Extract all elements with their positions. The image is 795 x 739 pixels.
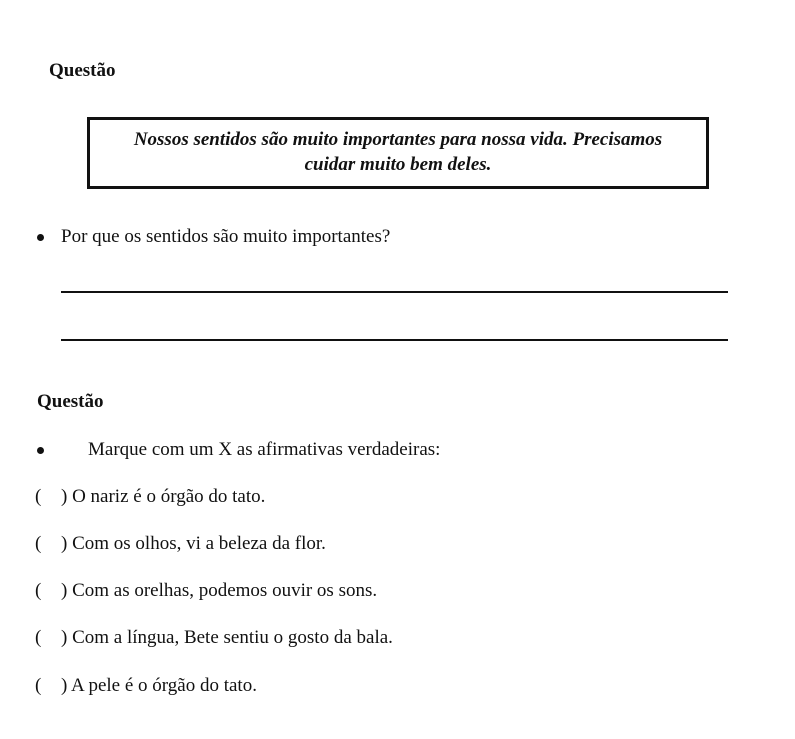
- true-false-item[interactable]: ( ) Com as orelhas, podemos ouvir os sons.: [35, 580, 378, 601]
- true-false-item[interactable]: ( ) Com a língua, Bete sentiu o gosto da bala.: [35, 627, 393, 648]
- checkbox-paren[interactable]: (: [35, 675, 42, 696]
- true-false-item[interactable]: ( ) Com os olhos, vi a beleza da flor.: [35, 533, 326, 554]
- quote-text: Nossos sentidos são muito importantes para nossa vida. Precisamos cuidar muito bem deles.: [133, 129, 663, 175]
- item-text: Com os olhos, vi a beleza da flor.: [72, 533, 326, 554]
- bullet-icon: [37, 447, 44, 454]
- item-text: Com as orelhas, podemos ouvir os sons.: [72, 580, 378, 601]
- item-text: A pele é o órgão do tato.: [71, 675, 257, 696]
- quote-box: [87, 117, 709, 189]
- question-1-heading: Questão: [49, 60, 116, 81]
- checkbox-paren[interactable]: (: [35, 486, 42, 507]
- answer-line[interactable]: [61, 339, 728, 341]
- item-text: Com a língua, Bete sentiu o gosto da bala.: [72, 627, 393, 648]
- checkbox-paren[interactable]: (: [35, 627, 42, 648]
- bullet-icon: [37, 234, 44, 241]
- question-1-prompt: Por que os sentidos são muito importantes?: [61, 226, 391, 247]
- true-false-item[interactable]: ( ) A pele é o órgão do tato.: [35, 675, 257, 696]
- true-false-item[interactable]: ( ) O nariz é o órgão do tato.: [35, 486, 266, 507]
- question-2-instruction: Marque com um X as afirmativas verdadeiras:: [88, 439, 441, 460]
- question-2-heading: Questão: [37, 391, 104, 412]
- answer-line[interactable]: [61, 291, 728, 293]
- item-text: O nariz é o órgão do tato.: [72, 486, 266, 507]
- checkbox-paren[interactable]: (: [35, 533, 42, 554]
- checkbox-paren[interactable]: (: [35, 580, 42, 601]
